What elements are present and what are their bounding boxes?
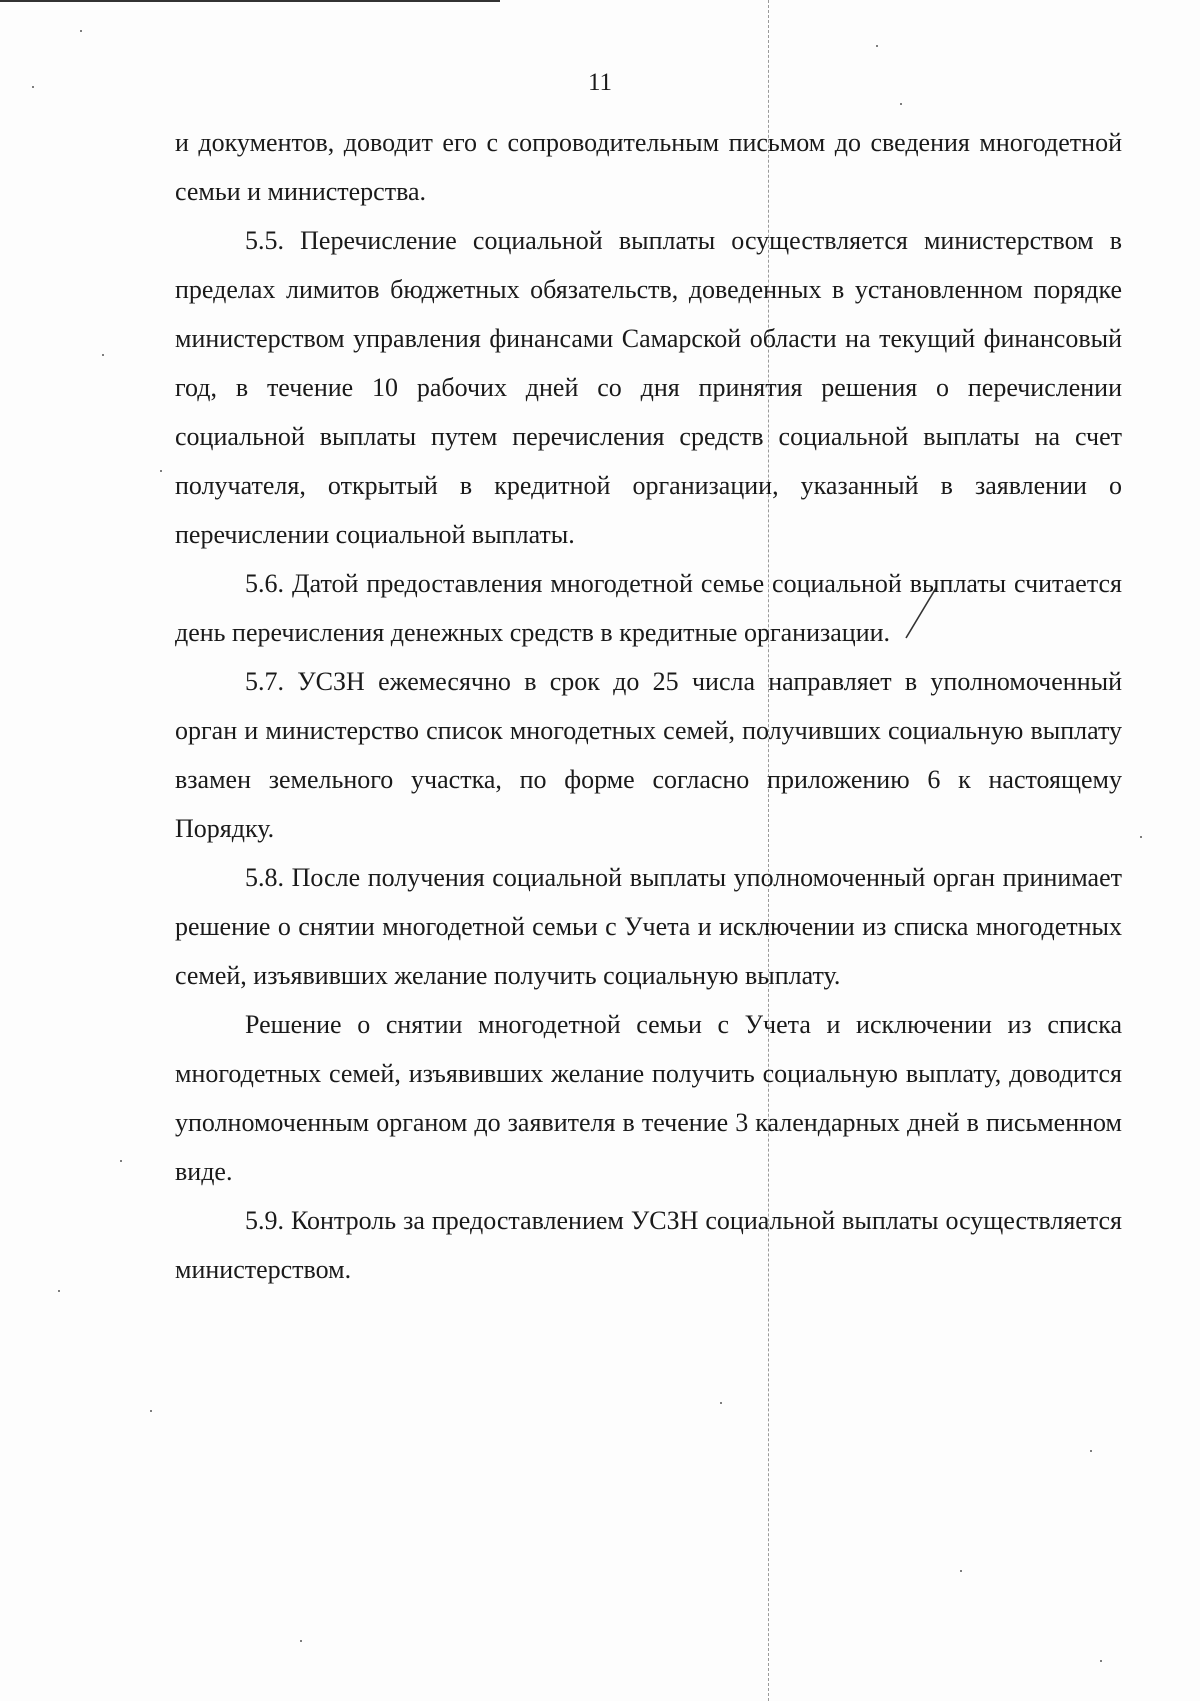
paragraph-continuation: и документов, доводит его с сопроводительным письмом до сведения многодетной семьи и министерства. [175, 128, 1122, 206]
scan-speck [80, 30, 82, 32]
scan-speck [120, 1160, 122, 1162]
scan-speck [1090, 1450, 1092, 1452]
scan-speck [1140, 836, 1142, 838]
scan-speck [960, 1570, 962, 1572]
scan-speck [900, 103, 902, 105]
paragraph-5-6: 5.6. Датой предоставления многодетной семье социальной выплаты считается день перечисления денежных средств в кредитные организации. [175, 569, 1122, 647]
scan-speck [160, 470, 162, 472]
paragraph-5-5: 5.5. Перечисление социальной выплаты осуществляется министерством в пределах лимитов бюджетных обязательств, доведенных в установленном порядке министерством управления финансами Самарской области на текущий финансовый год, в течение 10 рабочих дней со дня принятия решения о перечислении социальной выплаты путем перечисления средств социальной выплаты на счет получателя, открытый в кредитной организации, указанный в заявлении о перечислении социальной выплаты. [175, 226, 1122, 549]
scan-edge-line [0, 0, 500, 2]
scan-speck [102, 354, 104, 356]
scan-speck [300, 1640, 302, 1642]
document-body [175, 118, 1122, 1294]
scan-speck [150, 1410, 152, 1412]
paragraph-5-7: 5.7. УСЗН ежемесячно в срок до 25 числа направляет в уполномоченный орган и министерство список многодетных семей, получивших социальную выплату взамен земельного участка, по форме согласно приложению 6 к настоящему Порядку. [175, 667, 1122, 843]
scan-speck [720, 1402, 722, 1404]
paragraph-5-9: 5.9. Контроль за предоставлением УСЗН социальной выплаты осуществляется министерством. [175, 1206, 1122, 1284]
scan-speck [876, 45, 878, 47]
scan-speck [58, 1290, 60, 1292]
paragraph-5-8: 5.8. После получения социальной выплаты уполномоченный орган принимает решение о снятии многодетной семьи с Учета и исключении из списка многодетных семей, изъявивших желание получить социальную выплату. [175, 863, 1122, 990]
page-number: 11 [587, 69, 613, 96]
scan-speck [1100, 1660, 1102, 1662]
paragraph-5-8-decision: Решение о снятии многодетной семьи с Учета и исключении из списка многодетных семей, изъявивших желание получить социальную выплату, доводится уполномоченным органом до заявителя в течение 3 календарных дней в письменном виде. [175, 1010, 1122, 1186]
